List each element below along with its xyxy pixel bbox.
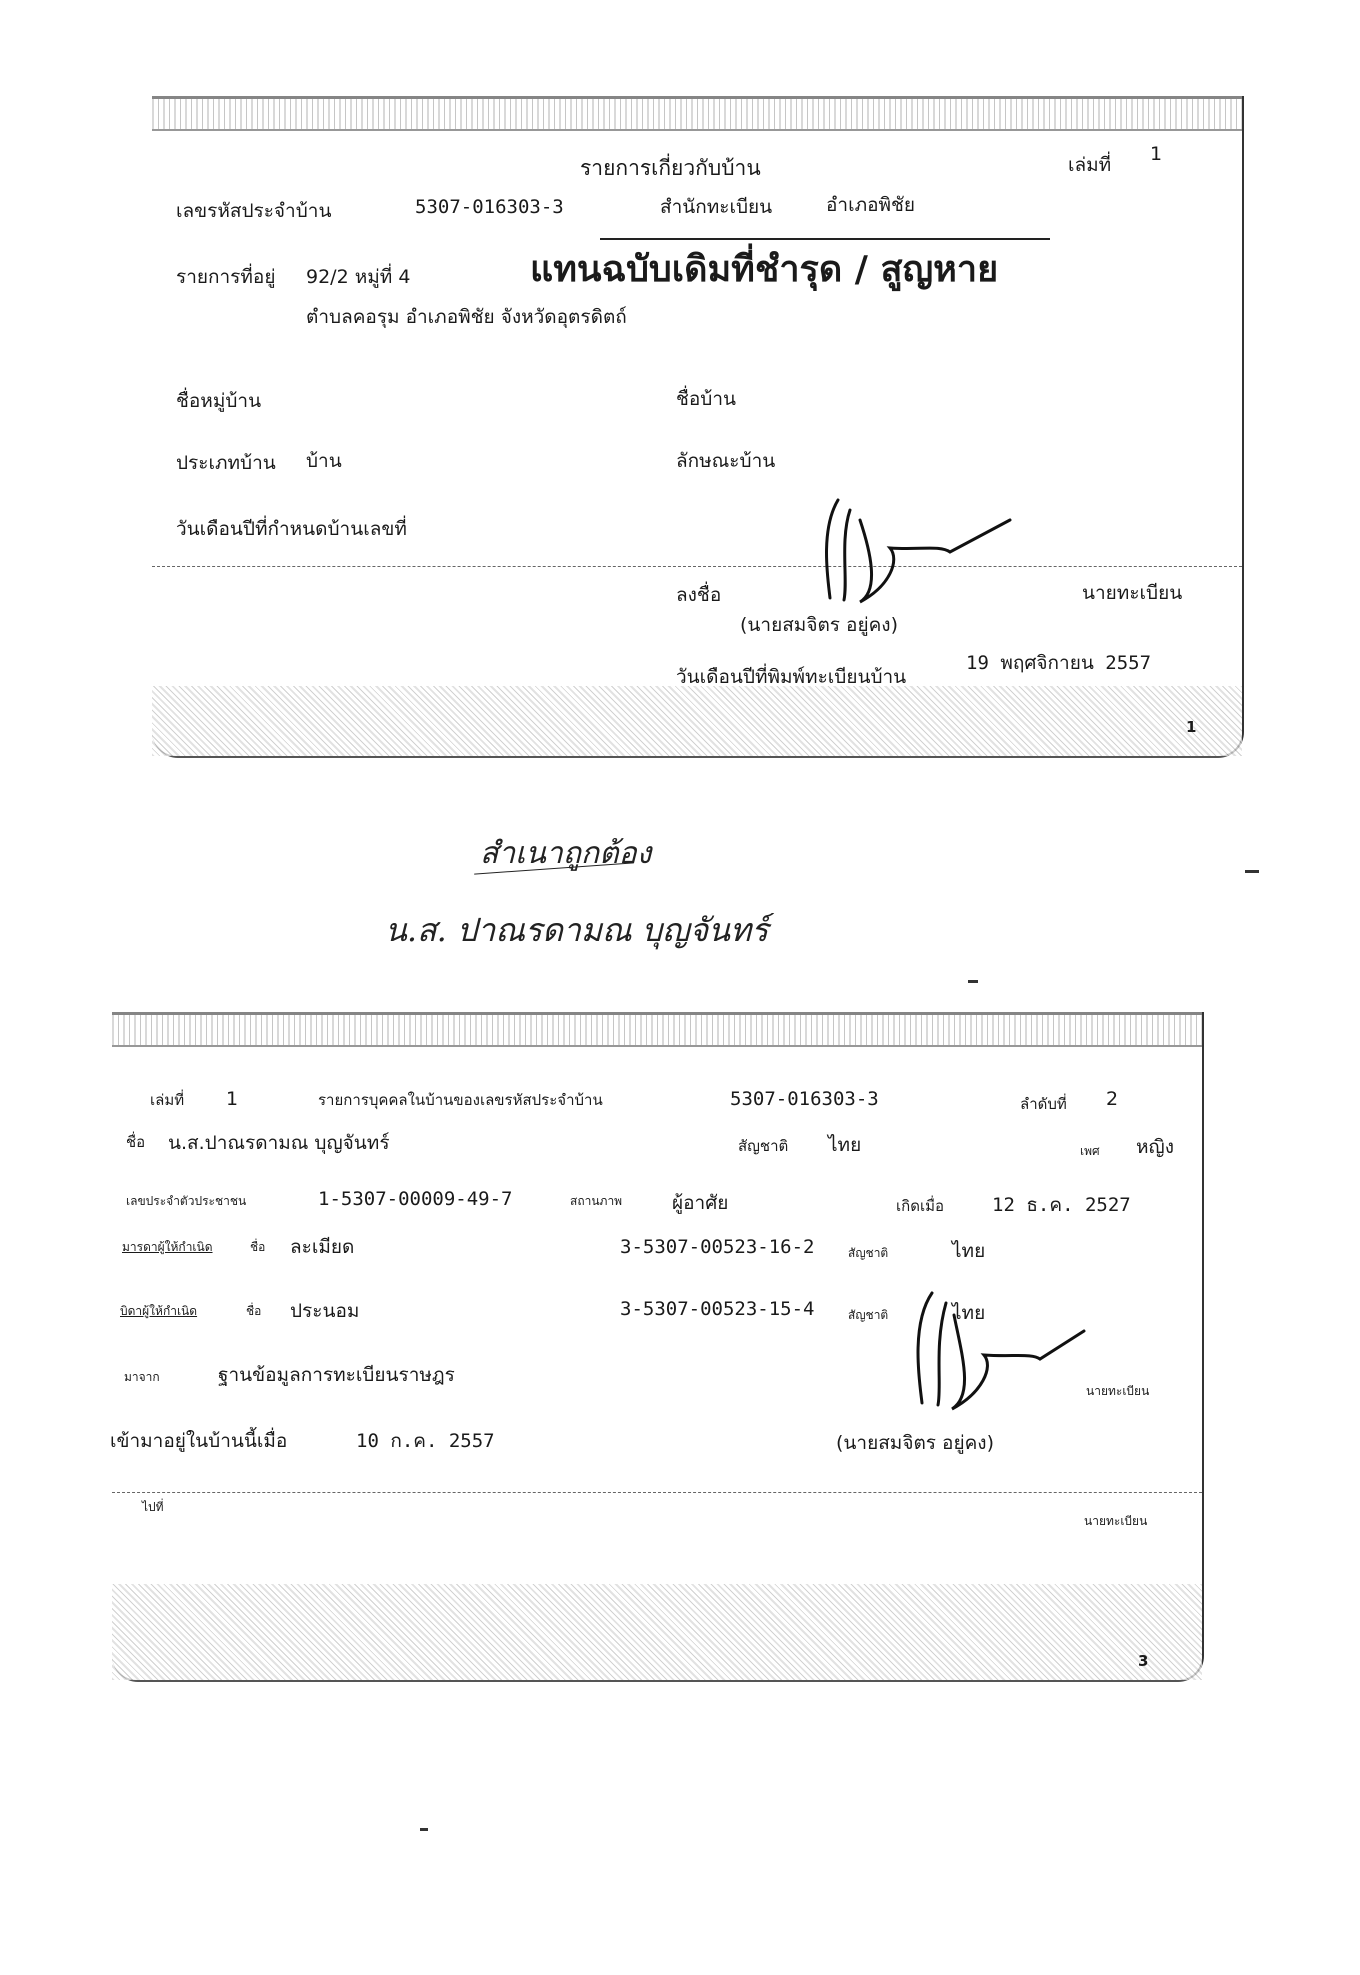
name-value: น.ส.ปาณรดามณ บุญจันทร์ [168, 1132, 390, 1154]
print-noise [152, 686, 1242, 756]
order-label: ลำดับที่ [1020, 1095, 1067, 1113]
print-date-value: 19 พฤศจิกายน 2557 [966, 652, 1152, 674]
address-value: 92/2 หมู่ที่ 4 [306, 266, 411, 288]
page-number-bottom: 3 [1138, 1652, 1149, 1670]
scan-speck [420, 1828, 428, 1831]
father-label: บิดาผู้ให้กำเนิด [120, 1304, 198, 1318]
house-type-value: บ้าน [306, 450, 342, 472]
registrar-signature-bottom [890, 1285, 1090, 1415]
house-code-label: เลขรหัสประจำบ้าน [176, 200, 332, 222]
assign-date-label: วันเดือนปีที่กำหนดบ้านเลขที่ [176, 518, 407, 540]
moved-in-label: เข้ามาอยู่ในบ้านนี้เมื่อ [110, 1430, 288, 1452]
person-house-code: 5307-016303-3 [730, 1088, 879, 1110]
handwritten-name: น.ส. ปาณรดามณ บุญจันทร์ [385, 911, 769, 949]
order-value: 2 [1106, 1088, 1119, 1110]
volume-value: 1 [1150, 143, 1163, 165]
volume-label: เล่มที่ [1068, 154, 1112, 176]
born-value: 12 ธ.ค. 2527 [992, 1194, 1131, 1216]
id-value: 1-5307-00009-49-7 [318, 1188, 513, 1210]
registry-office-value: อำเภอพิชัย [826, 194, 916, 216]
mother-label: มารดาผู้ให้กำเนิด [122, 1240, 213, 1254]
moved-in-value: 10 ก.ค. 2557 [356, 1430, 495, 1452]
mother-id: 3-5307-00523-16-2 [620, 1236, 815, 1258]
person-registrar-label: นายทะเบียน [1086, 1384, 1150, 1398]
scan-speck [968, 980, 978, 983]
mother-nat-label: สัญชาติ [848, 1246, 889, 1260]
mother-name: ละเมียด [290, 1236, 355, 1258]
scan-speck [1245, 870, 1259, 873]
mother-name-label: ชื่อ [250, 1240, 266, 1254]
house-type-label: ประเภทบ้าน [176, 452, 276, 474]
house-name-label: ชื่อบ้าน [676, 388, 737, 410]
father-nat-label: สัญชาติ [848, 1308, 889, 1322]
father-name-label: ชื่อ [246, 1304, 262, 1318]
mother-nat: ไทย [952, 1240, 986, 1262]
divider [152, 566, 1242, 567]
divider [112, 1492, 1202, 1493]
print-noise [112, 1584, 1202, 1680]
status-value: ผู้อาศัย [672, 1192, 729, 1214]
village-name-label: ชื่อหมู่บ้าน [176, 390, 262, 412]
father-name: ประนอม [290, 1300, 360, 1322]
address-line2: ตำบลคอรุม อำเภอพิชัย จังหวัดอุตรดิตถ์ [306, 306, 627, 328]
sex-label: เพศ [1080, 1144, 1100, 1158]
stamp-overline [600, 238, 1050, 240]
from-label: มาจาก [124, 1370, 160, 1384]
born-label: เกิดเมื่อ [896, 1197, 944, 1215]
person-record-title: รายการบุคคลในบ้านของเลขรหัสประจำบ้าน [318, 1091, 603, 1109]
registrar-label: นายทะเบียน [1082, 582, 1183, 604]
person-volume-label: เล่มที่ [150, 1091, 185, 1109]
person-registrar-label2: นายทะเบียน [1084, 1514, 1148, 1528]
registry-office-label: สำนักทะเบียน [660, 196, 773, 218]
person-volume-value: 1 [226, 1088, 239, 1110]
card-top-border [112, 1012, 1202, 1047]
address-label: รายการที่อยู่ [176, 266, 276, 288]
person-registrar-name: (นายสมจิตร อยู่คง) [836, 1432, 994, 1454]
replacement-stamp: แทนฉบับเดิมที่ชำรุด / สูญหาย [530, 249, 999, 290]
registrar-name: (นายสมจิตร อยู่คง) [740, 614, 898, 636]
handwritten-certified-copy: สำเนาถูกต้อง [480, 836, 652, 871]
house-character-label: ลักษณะบ้าน [676, 450, 776, 472]
father-nat: ไทย [952, 1302, 986, 1324]
sex-value: หญิง [1136, 1136, 1174, 1158]
house-code-value: 5307-016303-3 [415, 196, 564, 218]
nationality-value: ไทย [828, 1134, 862, 1156]
sign-label: ลงชื่อ [676, 584, 722, 606]
print-date-label: วันเดือนปีที่พิมพ์ทะเบียนบ้าน [676, 666, 907, 688]
father-id: 3-5307-00523-15-4 [620, 1298, 815, 1320]
from-value: ฐานข้อมูลการทะเบียนราษฎร [218, 1364, 455, 1386]
name-label: ชื่อ [126, 1133, 146, 1151]
registrar-signature-top [800, 490, 1020, 610]
to-label: ไปที่ [142, 1500, 164, 1514]
page-number-top: 1 [1186, 718, 1197, 736]
id-label: เลขประจำตัวประชาชน [126, 1194, 247, 1208]
house-record-title: รายการเกี่ยวกับบ้าน [580, 156, 761, 180]
nationality-label: สัญชาติ [738, 1137, 789, 1155]
card-top-border [152, 96, 1242, 131]
status-label: สถานภาพ [570, 1194, 623, 1208]
